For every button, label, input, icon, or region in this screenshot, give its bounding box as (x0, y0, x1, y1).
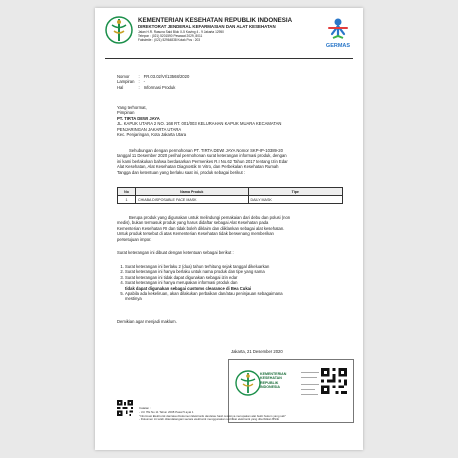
table-cell-no: 1 (118, 196, 136, 204)
paragraph-2 (117, 215, 347, 242)
footer-note-line: "Informasi Elektronik dan/atau Dokumen Elektronik dan/atau hasil cetaknya merupakan alat bukti hukum yang sah" (139, 413, 286, 418)
recipient-address-2: PENJARINGAN JAKARTA UTARA (117, 126, 182, 132)
document-page (95, 8, 363, 450)
paragraph-1-line: ini kami berlakukan bahwa berdasarkan Permenkes R.I No.62 Tahun 2017 tentang Izin Edar (117, 158, 288, 164)
qr-code-icon (117, 400, 133, 416)
table-row (118, 196, 343, 204)
list-item-text: Apabila ada kekeliruan, akan dilakukan perbaikan dan/atau peninjauan sebagaimana (125, 291, 283, 297)
place-date: Jakarta, 21 Desember 2020 (231, 349, 283, 354)
stamp-org-line: KEMENTERIAN (260, 372, 287, 376)
paragraph-1-line: Sehubungan dengan permohonan PT. TIRTA DEWI JAYA Nomor SKP-IP-10389-20 (129, 148, 283, 153)
paragraph-2-line: Berupa produk yang digunakan untuk melindungi pemakaian dari debu dan polusi (non (129, 215, 291, 220)
paragraph-1-line: tanggal 11 Desember 2020 perihal permohonan surat keterangan informasi produk, dengan (117, 153, 287, 159)
list-item-text: mestinya (125, 296, 142, 302)
directorate-name: DIREKTORAT JENDERAL KEFARMASIAN DAN ALAT KESEHATAN (138, 24, 276, 29)
stamp-org-line: KESEHATAN (260, 376, 282, 381)
recipient-block (117, 105, 347, 137)
footer-note (139, 407, 351, 422)
greeting: Yang terhormat, (117, 105, 147, 110)
recipient-address-3: Kec. Penjaringan, Kota Jakarta Utara (117, 132, 187, 138)
footer-heading: Catatan : (139, 406, 151, 410)
ministry-fax: Faksimile : (021) 52964838 Kotak Pos : 203 (138, 37, 201, 42)
hal-value: Informasi Produk (143, 84, 176, 90)
letterhead (105, 16, 353, 56)
recipient-address-1: JL. KAPUK UTARA 2 NO. 168 RT. 001/003 KELURAHAN KAPUK MUARA KECAMATAN (117, 121, 282, 127)
meta-row-hal (117, 85, 193, 90)
germas-logo-icon (323, 16, 353, 50)
table-header-row (118, 188, 343, 196)
conditions-list (117, 264, 347, 302)
paragraph-1-line: Tangga dan ketentuan yang berlaku saat ini, produk sebagai berikut : (117, 169, 246, 175)
list-item (125, 280, 347, 291)
product-table (117, 187, 343, 204)
closing: Demikian agar menjadi maklum. (117, 319, 177, 324)
header-rule (105, 58, 353, 59)
recipient-title: Pimpinan (117, 110, 135, 116)
stamp-org-line: REPUBLIK (260, 380, 279, 385)
paragraph-1-line: Alat Kesehatan, Alat Kesehatan Diagnostik In Vitro, dan Perbekalan Kesehatan Rumah (117, 164, 279, 170)
letter-meta (117, 74, 193, 90)
paragraph-2-line: Kementerian Kesehatan RI dan tidak boleh diklaim dan diiklankan sebagai alat kesehatan. (117, 225, 285, 231)
hal-label: Hal (117, 84, 124, 90)
footer-note-line: - Dokumen ini telah ditandatangani secara elektronik menggunakan sertifikat elektronik yang diterbitkan BSrE (139, 417, 279, 422)
ministry-phone: Telepon : (021) 5201590 Pesawat 2029, 8011 (138, 33, 203, 38)
paragraph-1 (117, 148, 347, 175)
list-item (125, 291, 347, 302)
footer-law: - UU ITE No 11 Tahun 2008 Pasal 5 ayat 1 (139, 409, 194, 414)
ministry-logo-icon (105, 16, 133, 44)
ministry-address: Jalan H.R. Rasuna Said Blok X-5 Kaving 4 - 9 Jakarta 12950 (138, 29, 224, 34)
colon: : (138, 84, 140, 90)
table-cell-type: DAILY MASK (248, 196, 343, 204)
ministry-name: KEMENTERIAN KESEHATAN REPUBLIK INDONESIA (138, 17, 293, 24)
list-item: 2. Surat keterangan ini hanya berlaku untuk nama produk dan tipe yang sama (125, 269, 347, 274)
letterhead-text (138, 17, 318, 42)
list-item: 3. Surat keterangan ini tidak dapat digunakan sebagai izin edar (125, 275, 347, 280)
nomor-label: Nomor (117, 74, 130, 79)
list-item-text: Surat keterangan ini hanya merupakan informasi produk dan (125, 280, 238, 286)
paragraph-2-line: persetujuan impor. (117, 236, 152, 242)
colon: : (138, 74, 140, 79)
paragraph-2-line: medis), bukan termasuk produk yang harus didaftar sebagai Alat Kesehatan pada (117, 220, 269, 226)
table-header-type: Tipe (248, 188, 343, 196)
list-item: 1. Surat keterangan ini berlaku 2 (dua) tahun terhitung sejak tanggal dikeluarkan (125, 264, 347, 269)
stamp-org-line: INDONESIA (260, 385, 280, 390)
ministry-logo-icon (235, 370, 261, 396)
lampiran-value: - (143, 79, 146, 85)
table-header-no: No (118, 188, 136, 196)
stamp-org-name (260, 372, 286, 390)
recipient-company: PT. TIRTA DEWI JAYA (117, 115, 160, 121)
colon: : (138, 79, 140, 85)
germas-label: GERMAS (325, 43, 351, 49)
table-header-name: Nama Produk (136, 188, 249, 196)
paragraph-3: Surat keterangan ini dibuat dengan ketentuan sebagai berikut : (117, 250, 234, 255)
lampiran-label: Lampiran (117, 79, 135, 85)
qr-code-icon (321, 368, 347, 394)
paragraph-2-line: Untuk produk tersebut di atas Kementerian Kesehatan tidak berwenang memberikan (117, 231, 274, 237)
list-item-bold: tidak dapat digunakan sebagai customs clearance di Bea Cukai (125, 285, 252, 291)
nomor-value: FR.03.02/VI/13568/2020 (143, 74, 190, 79)
table-cell-name: CHIABA DISPOSABLE FACE MASK (136, 196, 249, 204)
